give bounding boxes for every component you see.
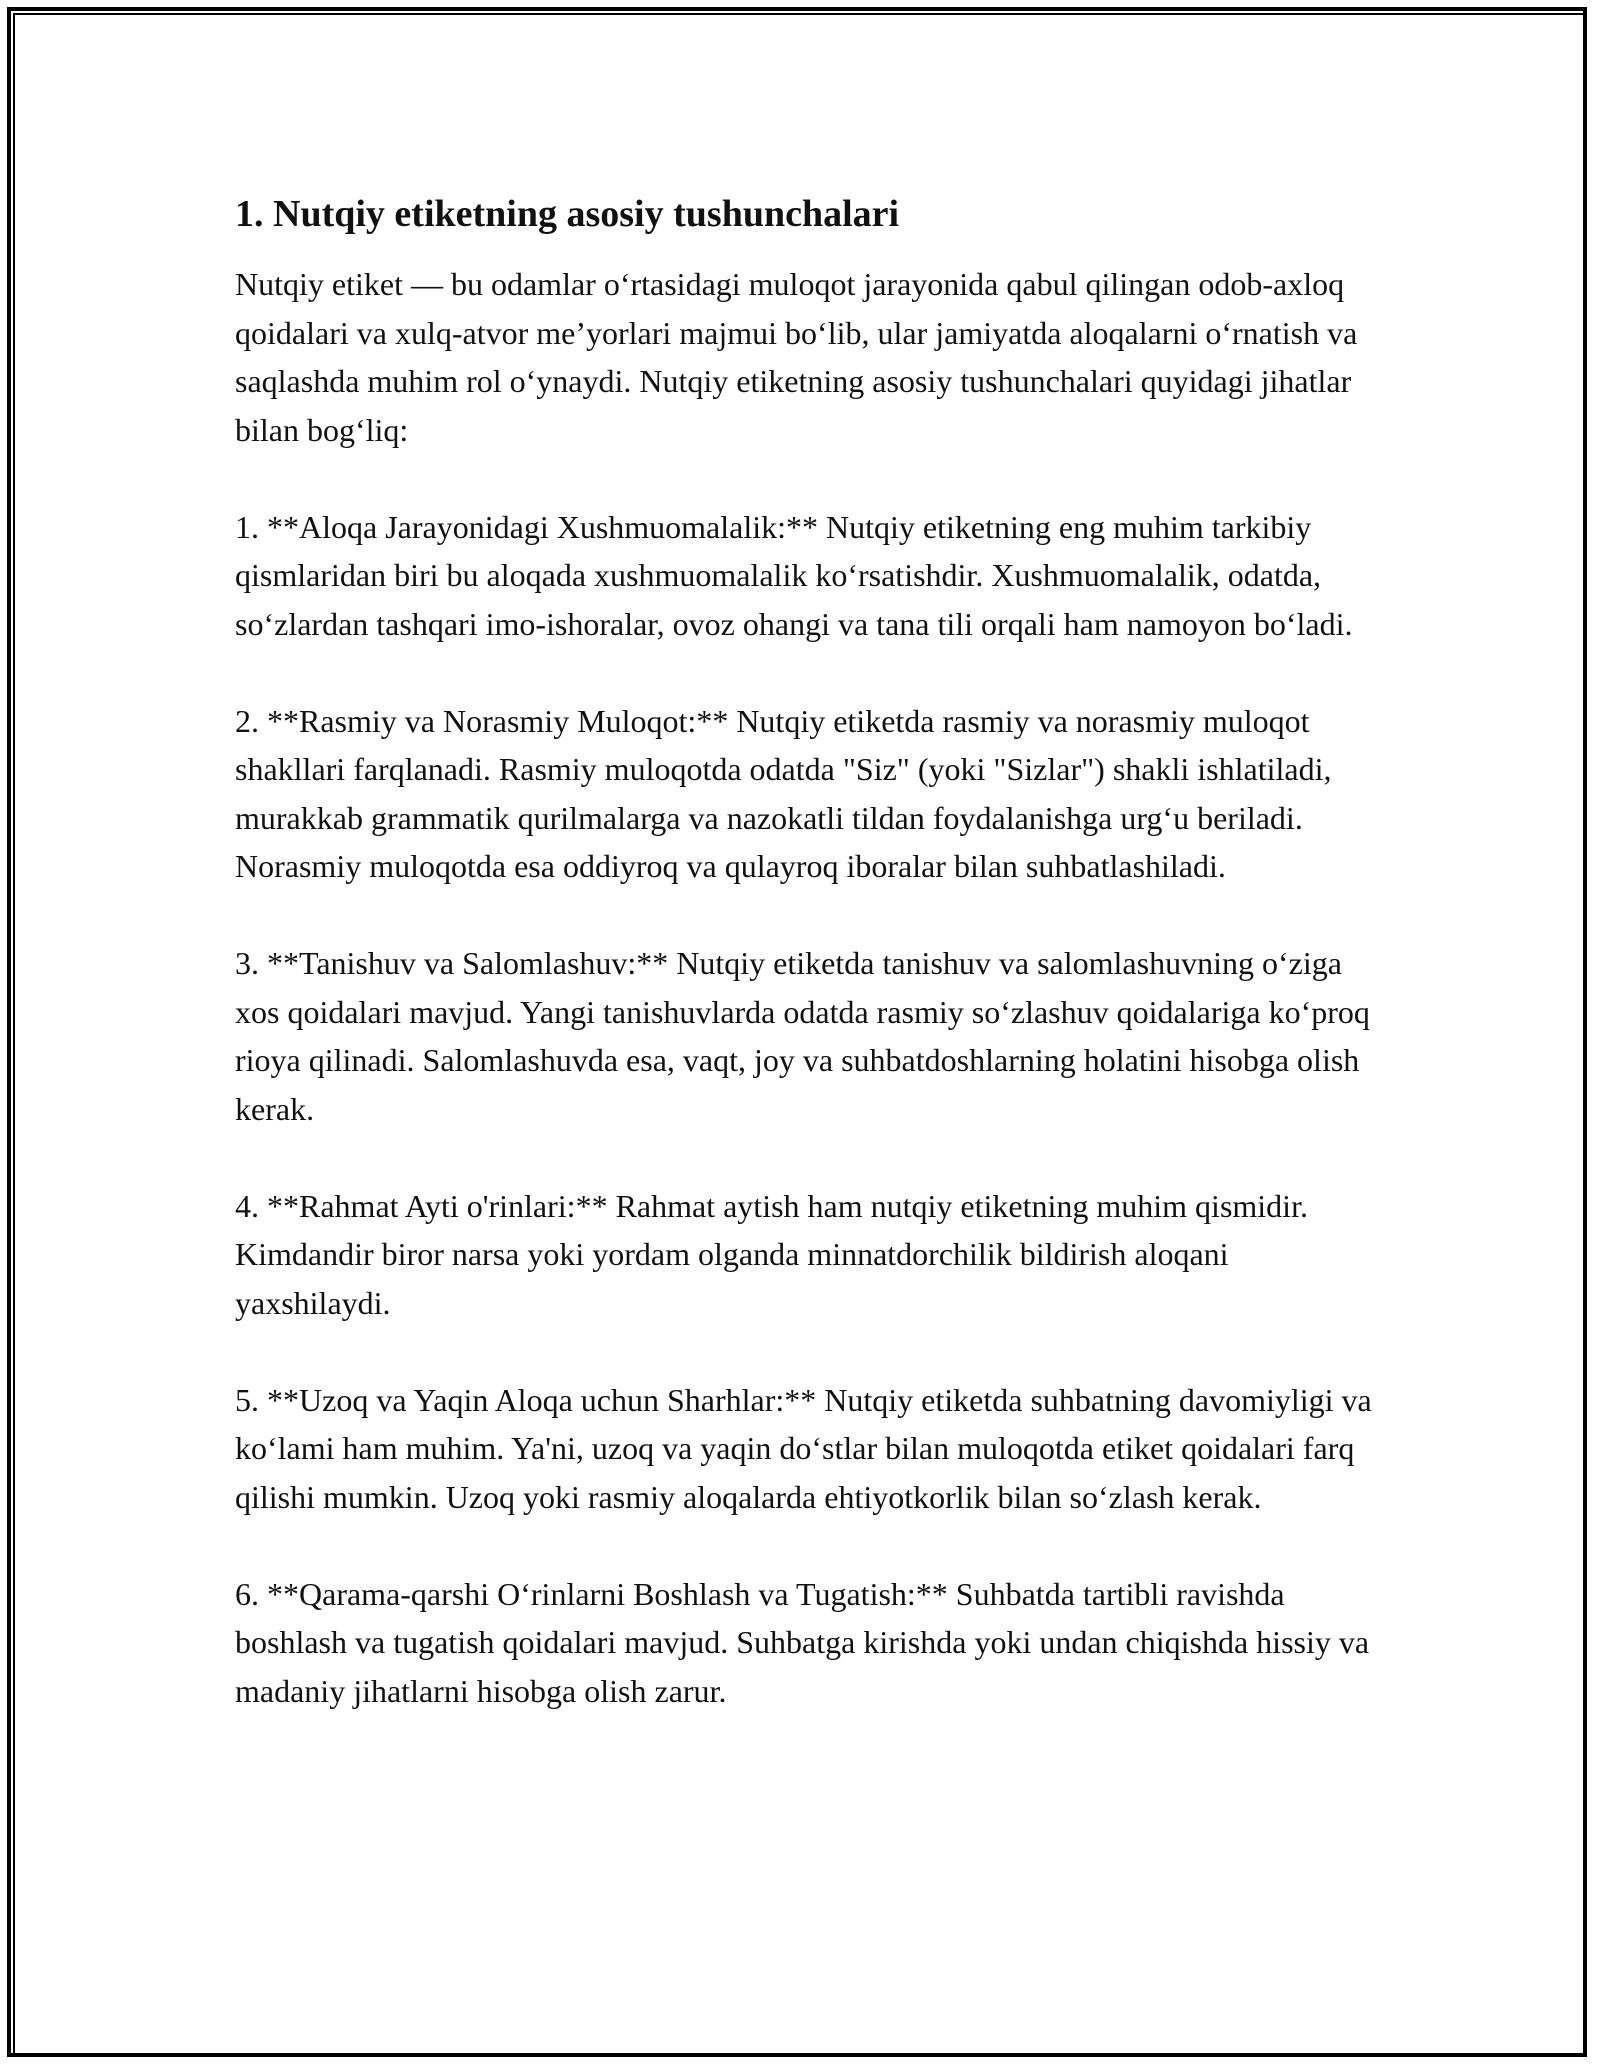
list-item-2: 2. **Rasmiy va Norasmiy Muloqot:** Nutqiy etiketda rasmiy va norasmiy muloqot shakllari farqlanadi. Rasmiy muloqotda odatda "Siz" (yoki "Sizlar") shakli ishlatiladi, murakkab grammatik qurilmalarga va nazokatli tildan foydalanishga urg‘u beriladi. Norasmiy muloqotda esa oddiyroq va qulayroq iboralar bilan suhbatlashiladi.: [235, 702, 1340, 884]
document-body: [235, 188, 1380, 1764]
list-item-4: 4. **Rahmat Ayti o'rinlari:** Rahmat aytish ham nutqiy etiketning muhim qismidir. Kimdandir biror narsa yoki yordam olganda minnatdorchilik bildirish aloqani yaxshilaydi.: [235, 1187, 1316, 1321]
list-item-6: 6. **Qarama-qarshi O‘rinlarni Boshlash va Tugatish:** Suhbatda tartibli ravishda boshlash va tugatish qoidalari mavjud. Suhbatga kirishda yoki undan chiqishda hissiy va madaniy jihatlarni hisobga olish zarur.: [235, 1575, 1378, 1709]
list-item-3: 3. **Tanishuv va Salomlashuv:** Nutqiy etiketda tanishuv va salomlashuvning o‘ziga xos qoidalari mavjud. Yangi tanishuvlarda odatda rasmiy so‘zlashuv qoidalariga ko‘proq rioya qilinadi. Salomlashuvda esa, vaqt, joy va suhbatdoshlarning holatini hisobga olish kerak.: [235, 945, 1378, 1127]
list-item-1: 1. **Aloqa Jarayonidagi Xushmuomalalik:** Nutqiy etiketning eng muhim tarkibiy qismlaridan biri bu aloqada xushmuomalalik ko‘rsatishdir. Xushmuomalalik, odatda, so‘zlardan tashqari imo-ishoralar, ovoz ohangi va tana tili orqali ham namoyon bo‘ladi.: [235, 508, 1353, 642]
intro-paragraph: Nutqiy etiket — bu odamlar o‘rtasidagi muloqot jarayonida qabul qilingan odob-axloq qoidalari va xulq-atvor me’yorlari majmui bo‘lib, ular jamiyatda aloqalarni o‘rnatish va saqlashda muhim rol o‘ynaydi. Nutqiy etiketning asosiy tushunchalari quyidagi jihatlar bilan bog‘liq:: [235, 266, 1366, 448]
list-item-5: 5. **Uzoq va Yaqin Aloqa uchun Sharhlar:** Nutqiy etiketda suhbatning davomiyligi va ko‘lami ham muhim. Ya'ni, uzoq va yaqin do‘stlar bilan muloqotda etiket qoidalari farq qilishi mumkin. Uzoq yoki rasmiy aloqalarda ehtiyotkorlik bilan so‘zlash kerak.: [235, 1381, 1380, 1515]
section-title: 1. Nutqiy etiketning asosiy tushunchalari: [235, 193, 900, 235]
